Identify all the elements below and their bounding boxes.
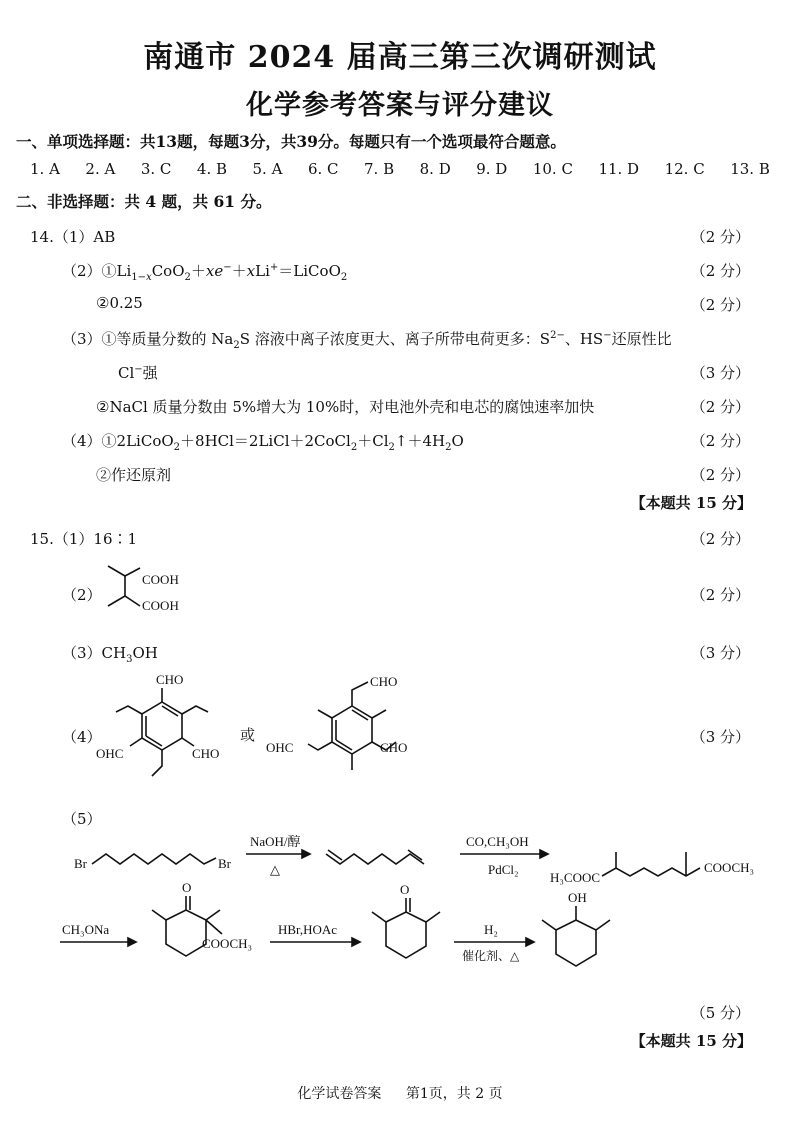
svg-text:Br: Br xyxy=(218,856,231,871)
q14-part4b: ②作还原剂 xyxy=(96,466,172,484)
svg-text:CH₃ONa: CH₃ONa xyxy=(62,922,110,937)
structure-b xyxy=(262,672,412,802)
svg-text:△: △ xyxy=(270,862,280,877)
svg-text:O: O xyxy=(182,880,192,895)
answer-item: 7. B xyxy=(364,160,395,178)
q15-part3-score: （3 分） xyxy=(690,644,750,662)
answer-row xyxy=(30,160,770,178)
answer-item: 3. C xyxy=(140,160,172,178)
svg-text:OHC: OHC xyxy=(96,746,124,761)
answer-item: 4. B xyxy=(196,160,228,178)
benzene-ring xyxy=(332,706,372,754)
svg-text:COOCH₃: COOCH₃ xyxy=(202,936,253,951)
benzene-ring xyxy=(142,702,182,750)
q15-part4-label: （4） xyxy=(62,728,102,746)
svg-text:NaOH/醇: NaOH/醇 xyxy=(250,834,301,849)
page-subtitle: 化学参考答案与评分建议 xyxy=(246,90,554,121)
section1-heading: 一、单项选择题：共13题，每题3分，共39分。每题只有一个选项最符合题意。 xyxy=(16,132,566,151)
q15-part3: $(3)CH_3OH$ xyxy=(62,644,158,665)
svg-text:OH: OH xyxy=(568,890,587,905)
adipic-acid-structure xyxy=(100,562,210,622)
q14-part3b: ②NaCl 质量分数由 5%增大为 10%时，对电池外壳和电芯的腐蚀速率加快 xyxy=(96,398,595,416)
svg-text:CHO: CHO xyxy=(156,672,184,687)
q14-part3a-cont: Cl−强 xyxy=(118,364,158,382)
svg-text:H₂: H₂ xyxy=(484,922,498,937)
svg-text:OHC: OHC xyxy=(266,740,294,755)
answer-item: 6. C xyxy=(307,160,339,178)
ring-1 xyxy=(166,910,206,956)
q14-part4b-score: （2 分） xyxy=(690,466,750,484)
footer-page: 第1页，共 2 页 xyxy=(405,1086,503,1102)
q14-part1: 14.（1）AB xyxy=(30,228,116,246)
svg-text:CHO: CHO xyxy=(380,740,408,755)
answer-item: 11. D xyxy=(598,160,640,178)
bond-chain xyxy=(108,566,125,606)
answer-item: 8. D xyxy=(419,160,451,178)
q14-part3b-score: （2 分） xyxy=(690,398,750,416)
q15-total: 【本题共 15 分】 xyxy=(630,1032,752,1050)
answer-item: 5. A xyxy=(252,160,283,178)
q14-part3a: （3）①等质量分数的 $Na_2S$ 溶液中离子浓度更大、离子所带电荷更多：$S^{2-}$、HS−还原性比 xyxy=(62,330,672,351)
svg-text:催化剂、△: 催化剂、△ xyxy=(462,949,520,963)
q14-part2b: ②0.25 xyxy=(96,294,143,312)
dibromo-chain xyxy=(92,854,216,864)
or-label: 或 xyxy=(240,726,256,744)
q15-part2-score: （2 分） xyxy=(690,586,750,604)
q14-total: 【本题共 15 分】 xyxy=(630,494,752,512)
answer-item: 1. A xyxy=(30,160,60,178)
cooh-label: COOH xyxy=(142,598,179,613)
svg-text:HBr,HOAc: HBr,HOAc xyxy=(278,922,338,937)
q15-part1: 15.（1）16∶1 xyxy=(30,530,138,548)
svg-text:CHO: CHO xyxy=(192,746,220,761)
q15-part5-score: （5 分） xyxy=(690,1004,750,1022)
svg-text:O: O xyxy=(400,882,410,897)
footer-name: 化学试卷答案 xyxy=(297,1086,382,1102)
page-title: 南通市 2024 届高三第三次调研测试 xyxy=(143,40,657,75)
svg-text:Br: Br xyxy=(74,856,87,871)
svg-text:CHO: CHO xyxy=(370,674,398,689)
q15-part2-label: （2） xyxy=(62,586,102,604)
q14-part2b-score: （2 分） xyxy=(690,296,750,314)
synthesis-row2 xyxy=(56,880,796,1000)
q15-part1-score: （2 分） xyxy=(690,530,750,548)
q14-part4a: $(4)①2LiCoO_2+8HCl=2LiCl+2CoCl_2+Cl_2↑+4H_2O$ xyxy=(62,432,464,453)
answer-item: 2. A xyxy=(85,160,116,178)
answer-item: 9. D xyxy=(476,160,508,178)
svg-text:PdCl₂: PdCl₂ xyxy=(488,862,519,877)
svg-text:COOCH₃: COOCH₃ xyxy=(704,860,755,875)
structure-a xyxy=(92,672,232,802)
svg-text:CO,CH₃OH: CO,CH₃OH xyxy=(466,834,529,849)
q14-part1-score: （2 分） xyxy=(690,228,750,246)
cooh-label: COOH xyxy=(142,572,179,587)
q14-part2a-score: （2 分） xyxy=(690,262,750,280)
page-footer xyxy=(0,1083,800,1103)
answer-item: 12. C xyxy=(664,160,705,178)
q15-part5-label: （5） xyxy=(62,810,102,828)
ring-2 xyxy=(386,912,426,958)
answer-item: 13. B xyxy=(730,160,770,178)
q14-part2a: $(2)①Li_{1-x}CoO_2+xe^-+xLi^+=LiCoO_2$ xyxy=(62,262,348,283)
answer-item: 10. C xyxy=(532,160,573,178)
ring-3 xyxy=(556,920,596,966)
q14-part3a-score: （3 分） xyxy=(690,364,750,382)
q14-part4a-score: （2 分） xyxy=(690,432,750,450)
q15-part4-score: （3 分） xyxy=(690,728,750,746)
section2-heading: 二、非选择题：共 4 题，共 61 分。 xyxy=(16,192,272,211)
svg-text:H₃COOC: H₃COOC xyxy=(550,870,601,885)
